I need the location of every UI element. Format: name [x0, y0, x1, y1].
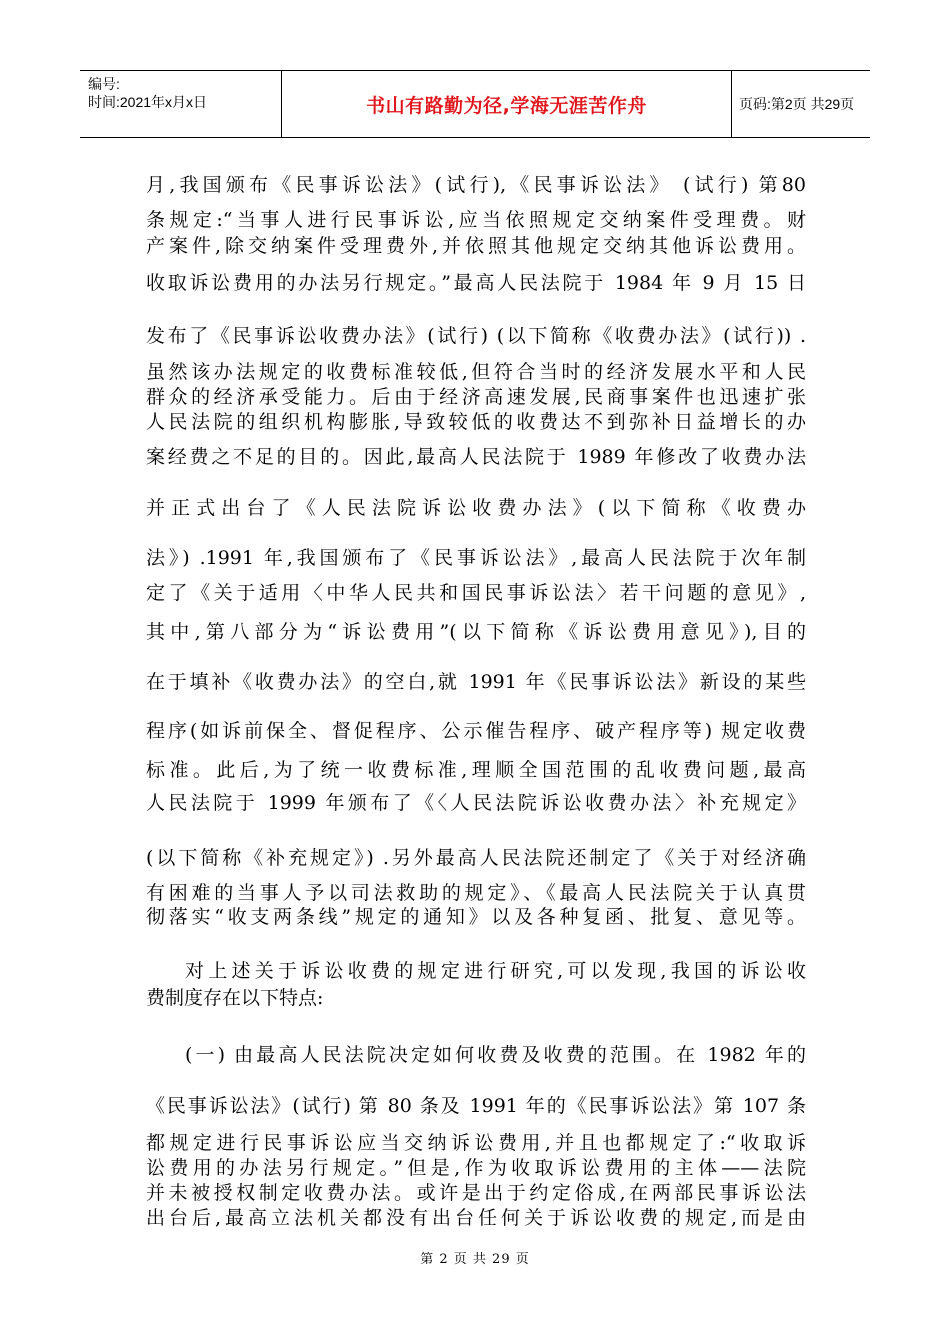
page-header	[80, 70, 870, 138]
document-time-label: 时间:2021年x月x日	[88, 94, 208, 110]
body-line: 人民法院于 1999 年颁布了《〈人民法院诉讼收费办法〉补充规定》	[146, 792, 806, 814]
body-line: 产案件,除交纳案件受理费外,并依照其他规定交纳其他诉讼费用。	[146, 235, 806, 257]
header-page-cell	[731, 71, 870, 137]
body-line: 案经费之不足的目的。因此,最高人民法院于 1989 年修改了收费办法	[146, 446, 806, 468]
body-line: 彻落实“收支两条线”规定的通知》以及各种复函、批复、意见等。	[146, 906, 806, 928]
body-line: 有困难的当事人予以司法救助的规定》、《最高人民法院关于认真贯	[146, 882, 806, 904]
body-line: (一) 由最高人民法院决定如何收费及收费的范围。在 1982 年的	[185, 1044, 806, 1066]
body-line: 其中,第八部分为“诉讼费用”(以下简称《诉讼费用意见》),目的	[146, 621, 806, 643]
body-line: 出台后,最高立法机关都没有出台任何关于诉讼收费的规定,而是由	[146, 1207, 806, 1229]
body-line: 《民事诉讼法》(试行) 第 80 条及 1991 年的《民事诉讼法》第 107 条	[146, 1095, 806, 1117]
header-motto-cell	[281, 71, 732, 137]
document-number-label: 编号:	[88, 76, 120, 92]
body-line: 在于填补《收费办法》的空白,就 1991 年《民事诉讼法》新设的某些	[146, 671, 806, 693]
header-meta-cell	[80, 71, 280, 137]
body-line: 虽然该办法规定的收费标准较低,但符合当时的经济发展水平和人民	[146, 361, 806, 383]
body-line: 讼费用的办法另行规定。”但是,作为收取诉讼费用的主体——法院	[146, 1157, 806, 1179]
body-line: 法》) .1991 年,我国颁布了《民事诉讼法》,最高人民法院于次年制	[146, 547, 806, 569]
body-line: 群众的经济承受能力。后由于经济高速发展,民商事案件也迅速扩张	[146, 386, 806, 408]
header-motto: 书山有路勤为径,学海无涯苦作舟	[366, 95, 647, 117]
body-line: 标准。此后,为了统一收费标准,理顺全国范围的乱收费问题,最高	[146, 759, 806, 781]
body-line: 月,我国颁布《民事诉讼法》(试行),《民事诉讼法》 (试行) 第80	[146, 174, 806, 196]
body-line: 条规定:“当事人进行民事诉讼,应当依照规定交纳案件受理费。财	[146, 209, 806, 231]
body-line: 费制度存在以下特点:	[146, 987, 324, 1009]
header-page-number: 页码:第2页 共29页	[739, 96, 855, 112]
body-line: 收取诉讼费用的办法另行规定。”最高人民法院于 1984 年 9 月 15 日	[146, 272, 806, 294]
body-line: 对上述关于诉讼收费的规定进行研究,可以发现,我国的诉讼收	[185, 960, 806, 982]
page-footer-number: 第 2 页 共 29 页	[420, 1252, 530, 1267]
body-line: 定了《关于适用〈中华人民共和国民事诉讼法〉若干问题的意见》,	[146, 582, 806, 604]
body-line: 并正式出台了《人民法院诉讼收费办法》(以下简称《收费办	[146, 497, 806, 519]
body-line: 并未被授权制定收费办法。或许是出于约定俗成,在两部民事诉讼法	[146, 1182, 806, 1204]
body-line: 都规定进行民事诉讼应当交纳诉讼费用,并且也都规定了:“收取诉	[146, 1132, 806, 1154]
body-line: 发布了《民事诉讼收费办法》(试行) (以下简称《收费办法》(试行)) .	[146, 325, 806, 347]
body-line: (以下简称《补充规定》) .另外最高人民法院还制定了《关于对经济确	[146, 847, 806, 869]
body-line: 程序(如诉前保全、督促程序、公示催告程序、破产程序等) 规定收费	[146, 720, 806, 742]
body-line: 人民法院的组织机构膨胀,导致较低的收费达不到弥补日益增长的办	[146, 411, 806, 433]
